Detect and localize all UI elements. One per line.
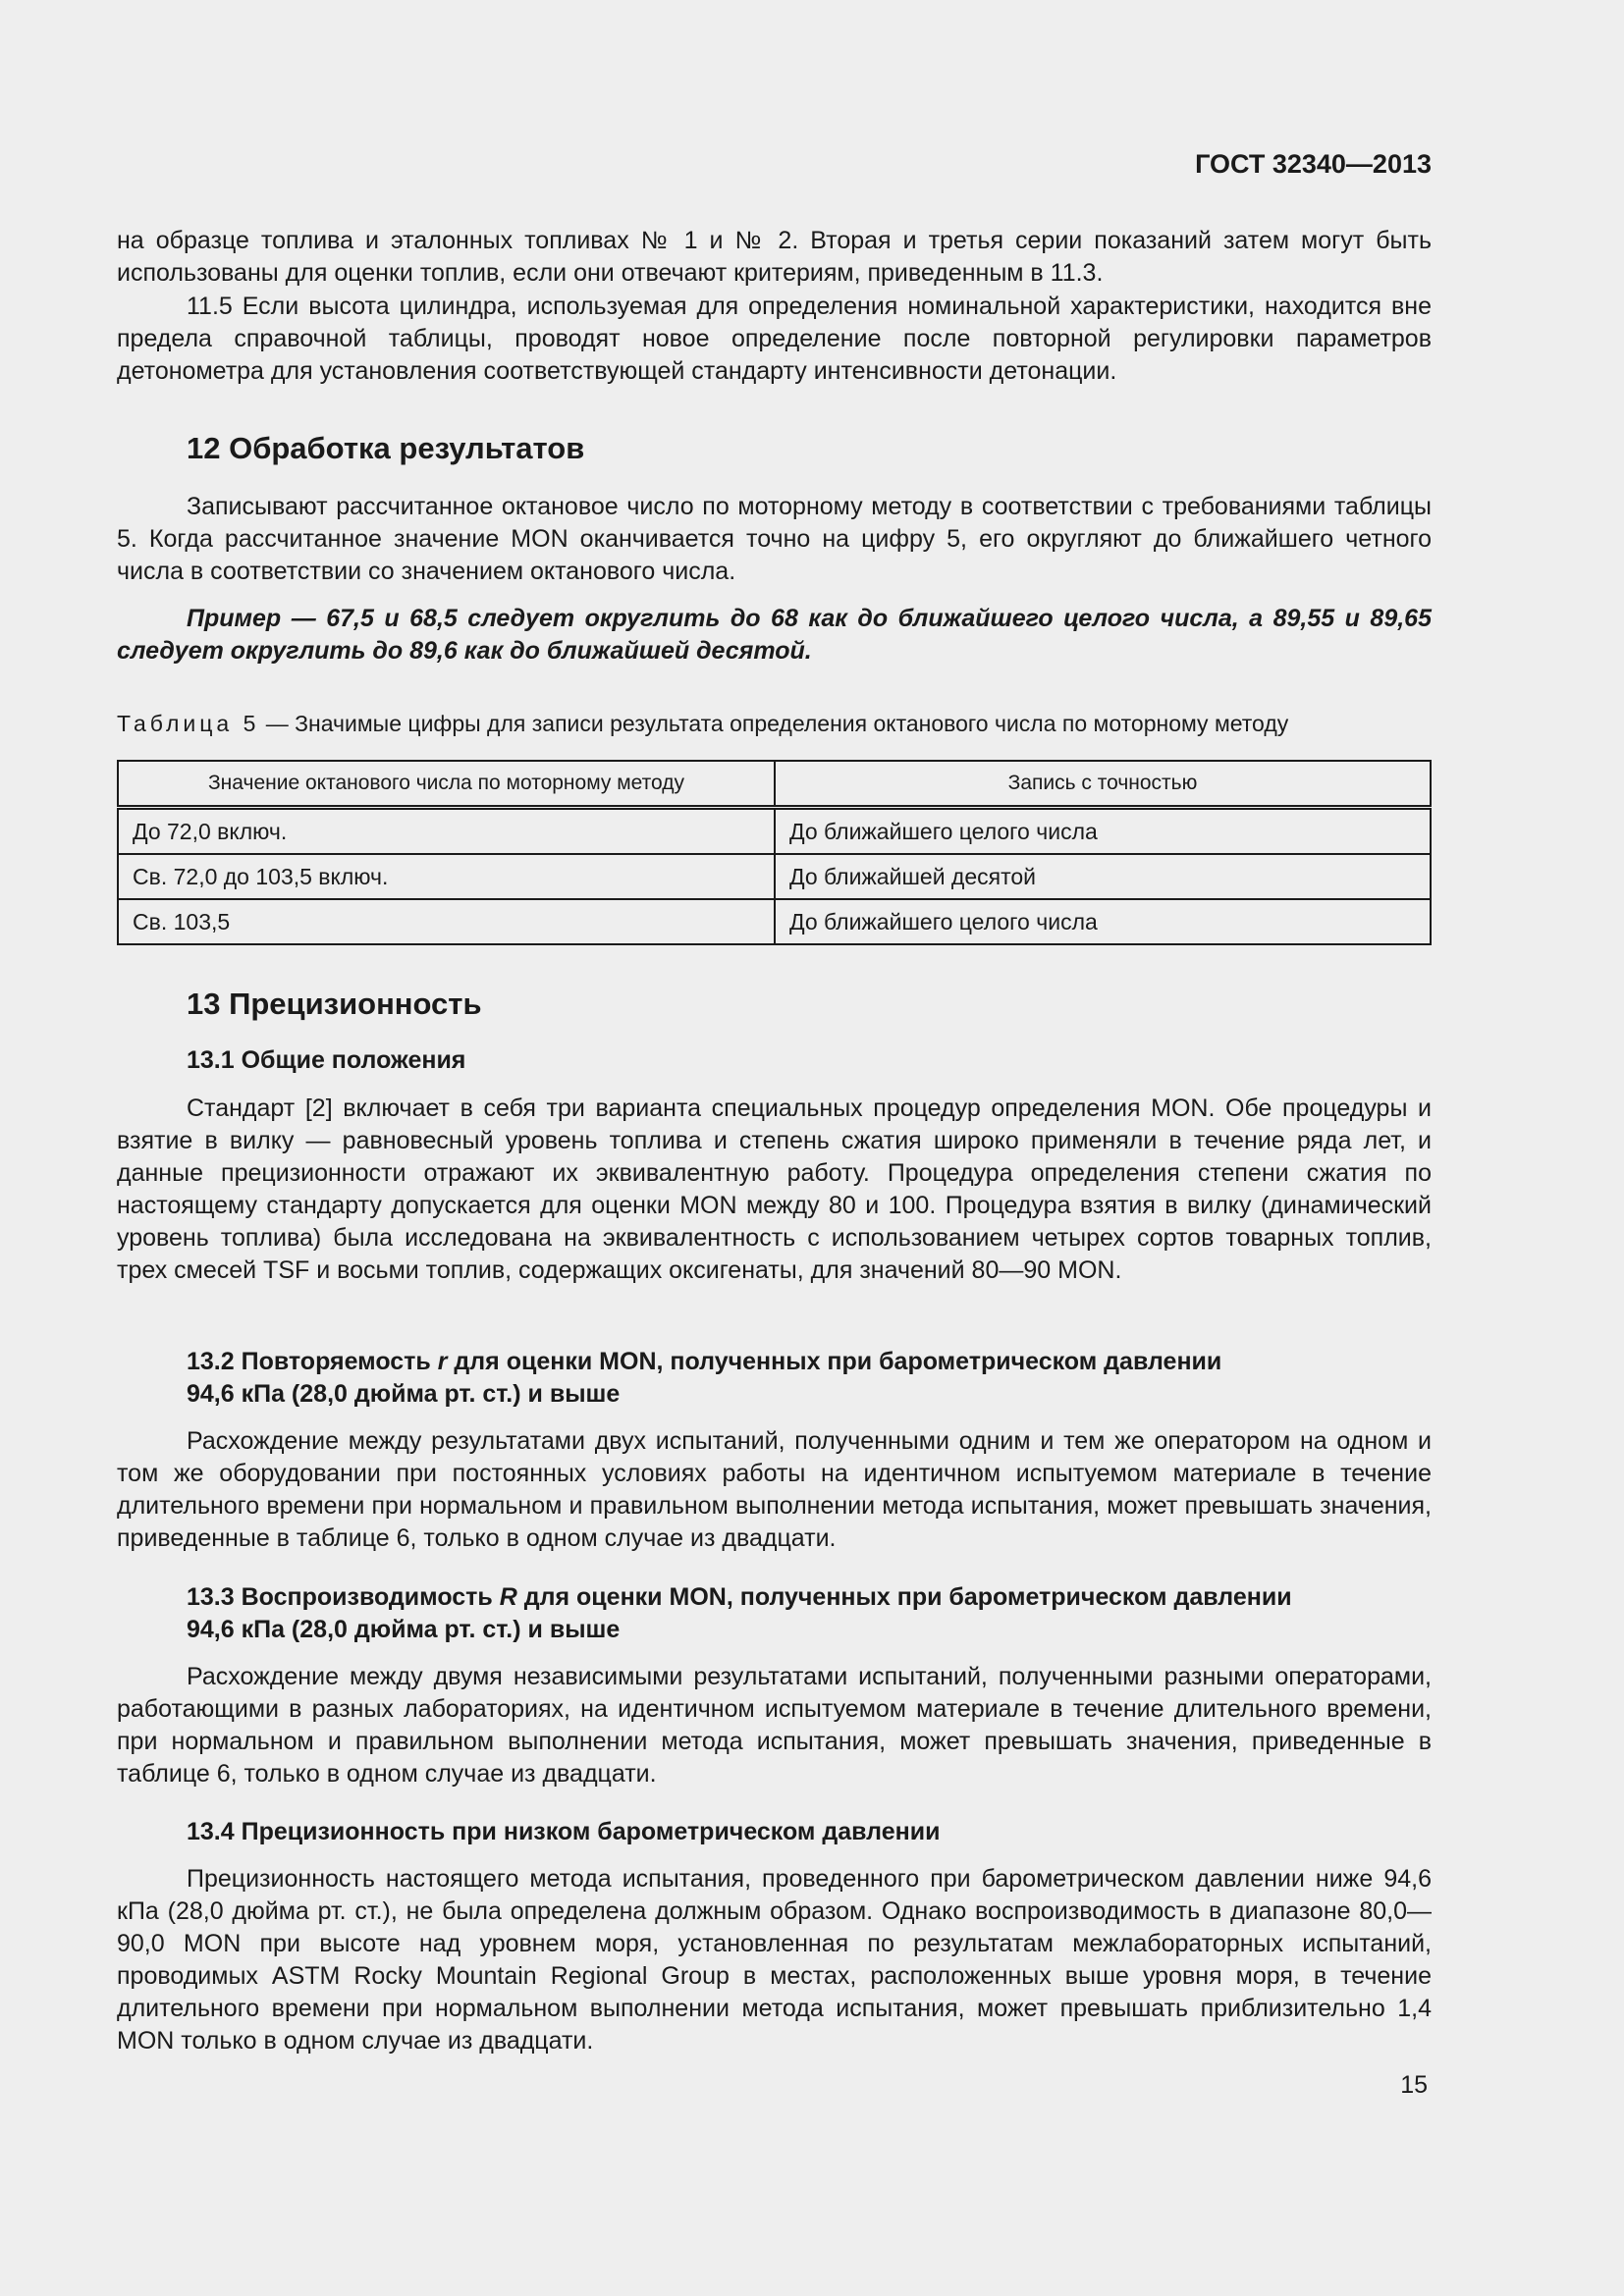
- section-13-1-text: Стандарт [2] включает в себя три варианта специальных процедур определения MON. Обе процедуры и взятие в вилку — равновесный уровень топлива и степень сжатия широко применяли в течение ряда лет, и данные прецизионности отражают их эквивалентную работу. Процедура определения степени сжатия по настоящему стандарту допускается для оценки MON между 80 и 100. Процедура взятия в вилку (динамический уровень топлива) была исследована на эквивалентность с использованием четырех сортов товарных топлив, трех смесей TSF и восьми топлив, содержащих оксигенаты, для значений 80—90 MON.: [117, 1095, 1432, 1284]
- section-13-2-title-part: 94,6 кПа (28,0 дюйма рт. ст.) и выше: [187, 1380, 621, 1408]
- section-13-2-title-part: 13.2 Повторяемость: [187, 1348, 438, 1375]
- page-number: 15: [1400, 2071, 1428, 2099]
- section-13-2-title: [117, 1346, 1432, 1411]
- section-12-text: Записывают рассчитанное октановое число по моторному методу в соответствии с требованиями таблицы 5. Когда рассчитанное значение MON оканчивается точно на цифру 5, его округляют до ближайшего четного числа в соответствии со значением октанового числа.: [117, 493, 1432, 585]
- section-12-title: 12 Обработка результатов: [187, 431, 585, 465]
- section-13-3-title-part: 13.3 Воспроизводимость: [187, 1583, 500, 1611]
- document-id: ГОСТ 32340—2013: [1195, 149, 1432, 179]
- section-13-3-title-part: для оценки MON, полученных при барометрическом давлении: [516, 1583, 1292, 1611]
- table-cell: До ближайшего целого числа: [775, 808, 1431, 855]
- section-13-3-title-part: 94,6 кПа (28,0 дюйма рт. ст.) и выше: [187, 1616, 621, 1643]
- table-row: [118, 899, 1431, 944]
- table-cell: До ближайшей десятой: [775, 854, 1431, 899]
- paragraph-11-5: 11.5 Если высота цилиндра, используемая для определения номинальной характеристики, находится вне предела справочной таблицы, проводят новое определение после повторной регулировки параметров детонометра для установления соответствующей стандарту интенсивности детонации.: [117, 293, 1432, 385]
- table-5-label: Таблица 5: [117, 711, 260, 736]
- table-header-row: [118, 761, 1431, 808]
- section-13-title: 13 Прецизионность: [187, 987, 482, 1021]
- variable-R: R: [499, 1583, 517, 1611]
- table-row: [118, 808, 1431, 855]
- section-13-2-title-part: для оценки MON, полученных при барометрическом давлении: [447, 1348, 1222, 1375]
- table-header-cell: Значение октанового числа по моторному методу: [118, 761, 775, 808]
- table-cell: Св. 103,5: [118, 899, 775, 944]
- section-13-2-text: Расхождение между результатами двух испытаний, полученными одним и тем же оператором на одном и том же оборудовании при постоянных условиях работы на идентичном испытуемом материале в течение длительного времени при нормальном и правильном выполнении метода испытания, может превышать значения, приведенные в таблице 6, только в одном случае из двадцати.: [117, 1427, 1432, 1552]
- table-5-wrapper: [117, 760, 1432, 945]
- section-13-3-title: [117, 1581, 1432, 1646]
- section-13-4-title: 13.4 Прецизионность при низком барометрическом давлении: [187, 1818, 941, 1845]
- paragraph-continuation: на образце топлива и эталонных топливах № 1 и № 2. Вторая и третья серии показаний затем могут быть использованы для оценки топлив, если они отвечают критериям, приведенным в 11.3.: [117, 227, 1432, 287]
- section-12-example: Пример — 67,5 и 68,5 следует округлить до 68 как до ближайшего целого числа, а 89,55 и 89,65 следует округлить до 89,6 как до ближайшей десятой.: [117, 605, 1432, 665]
- table-header-cell: Запись с точностью: [775, 761, 1431, 808]
- table-5: [117, 760, 1432, 945]
- section-13-1-title: 13.1 Общие положения: [187, 1046, 466, 1074]
- table-5-caption: [117, 709, 1432, 738]
- table-cell: Св. 72,0 до 103,5 включ.: [118, 854, 775, 899]
- table-cell: До 72,0 включ.: [118, 808, 775, 855]
- table-5-caption-text: — Значимые цифры для записи результата определения октанового числа по моторному методу: [265, 711, 1289, 736]
- table-cell: До ближайшего целого числа: [775, 899, 1431, 944]
- section-13-4-text: Прецизионность настоящего метода испытания, проведенного при барометрическом давлении ниже 94,6 кПа (28,0 дюйма рт. ст.), не была определена должным образом. Однако воспроизводимость в диапазоне 80,0—90,0 MON при высоте над уровнем моря, установленная по результатам межлабораторных испытаний, проводимых ASTM Rocky Mountain Regional Group в местах, расположенных выше уровня моря, в течение длительного времени при нормальном выполнении метода испытания, может превышать приблизительно 1,4 MON только в одном случае из двадцати.: [117, 1865, 1432, 2055]
- table-row: [118, 854, 1431, 899]
- section-13-3-text: Расхождение между двумя независимыми результатами испытаний, полученными разными операторами, работающими в разных лабораториях, на идентичном испытуемом материале в течение длительного времени, при нормальном и правильном выполнении метода испытания, может превышать значения, приведенные в таблице 6, только в одном случае из двадцати.: [117, 1663, 1432, 1788]
- variable-r: r: [437, 1348, 448, 1375]
